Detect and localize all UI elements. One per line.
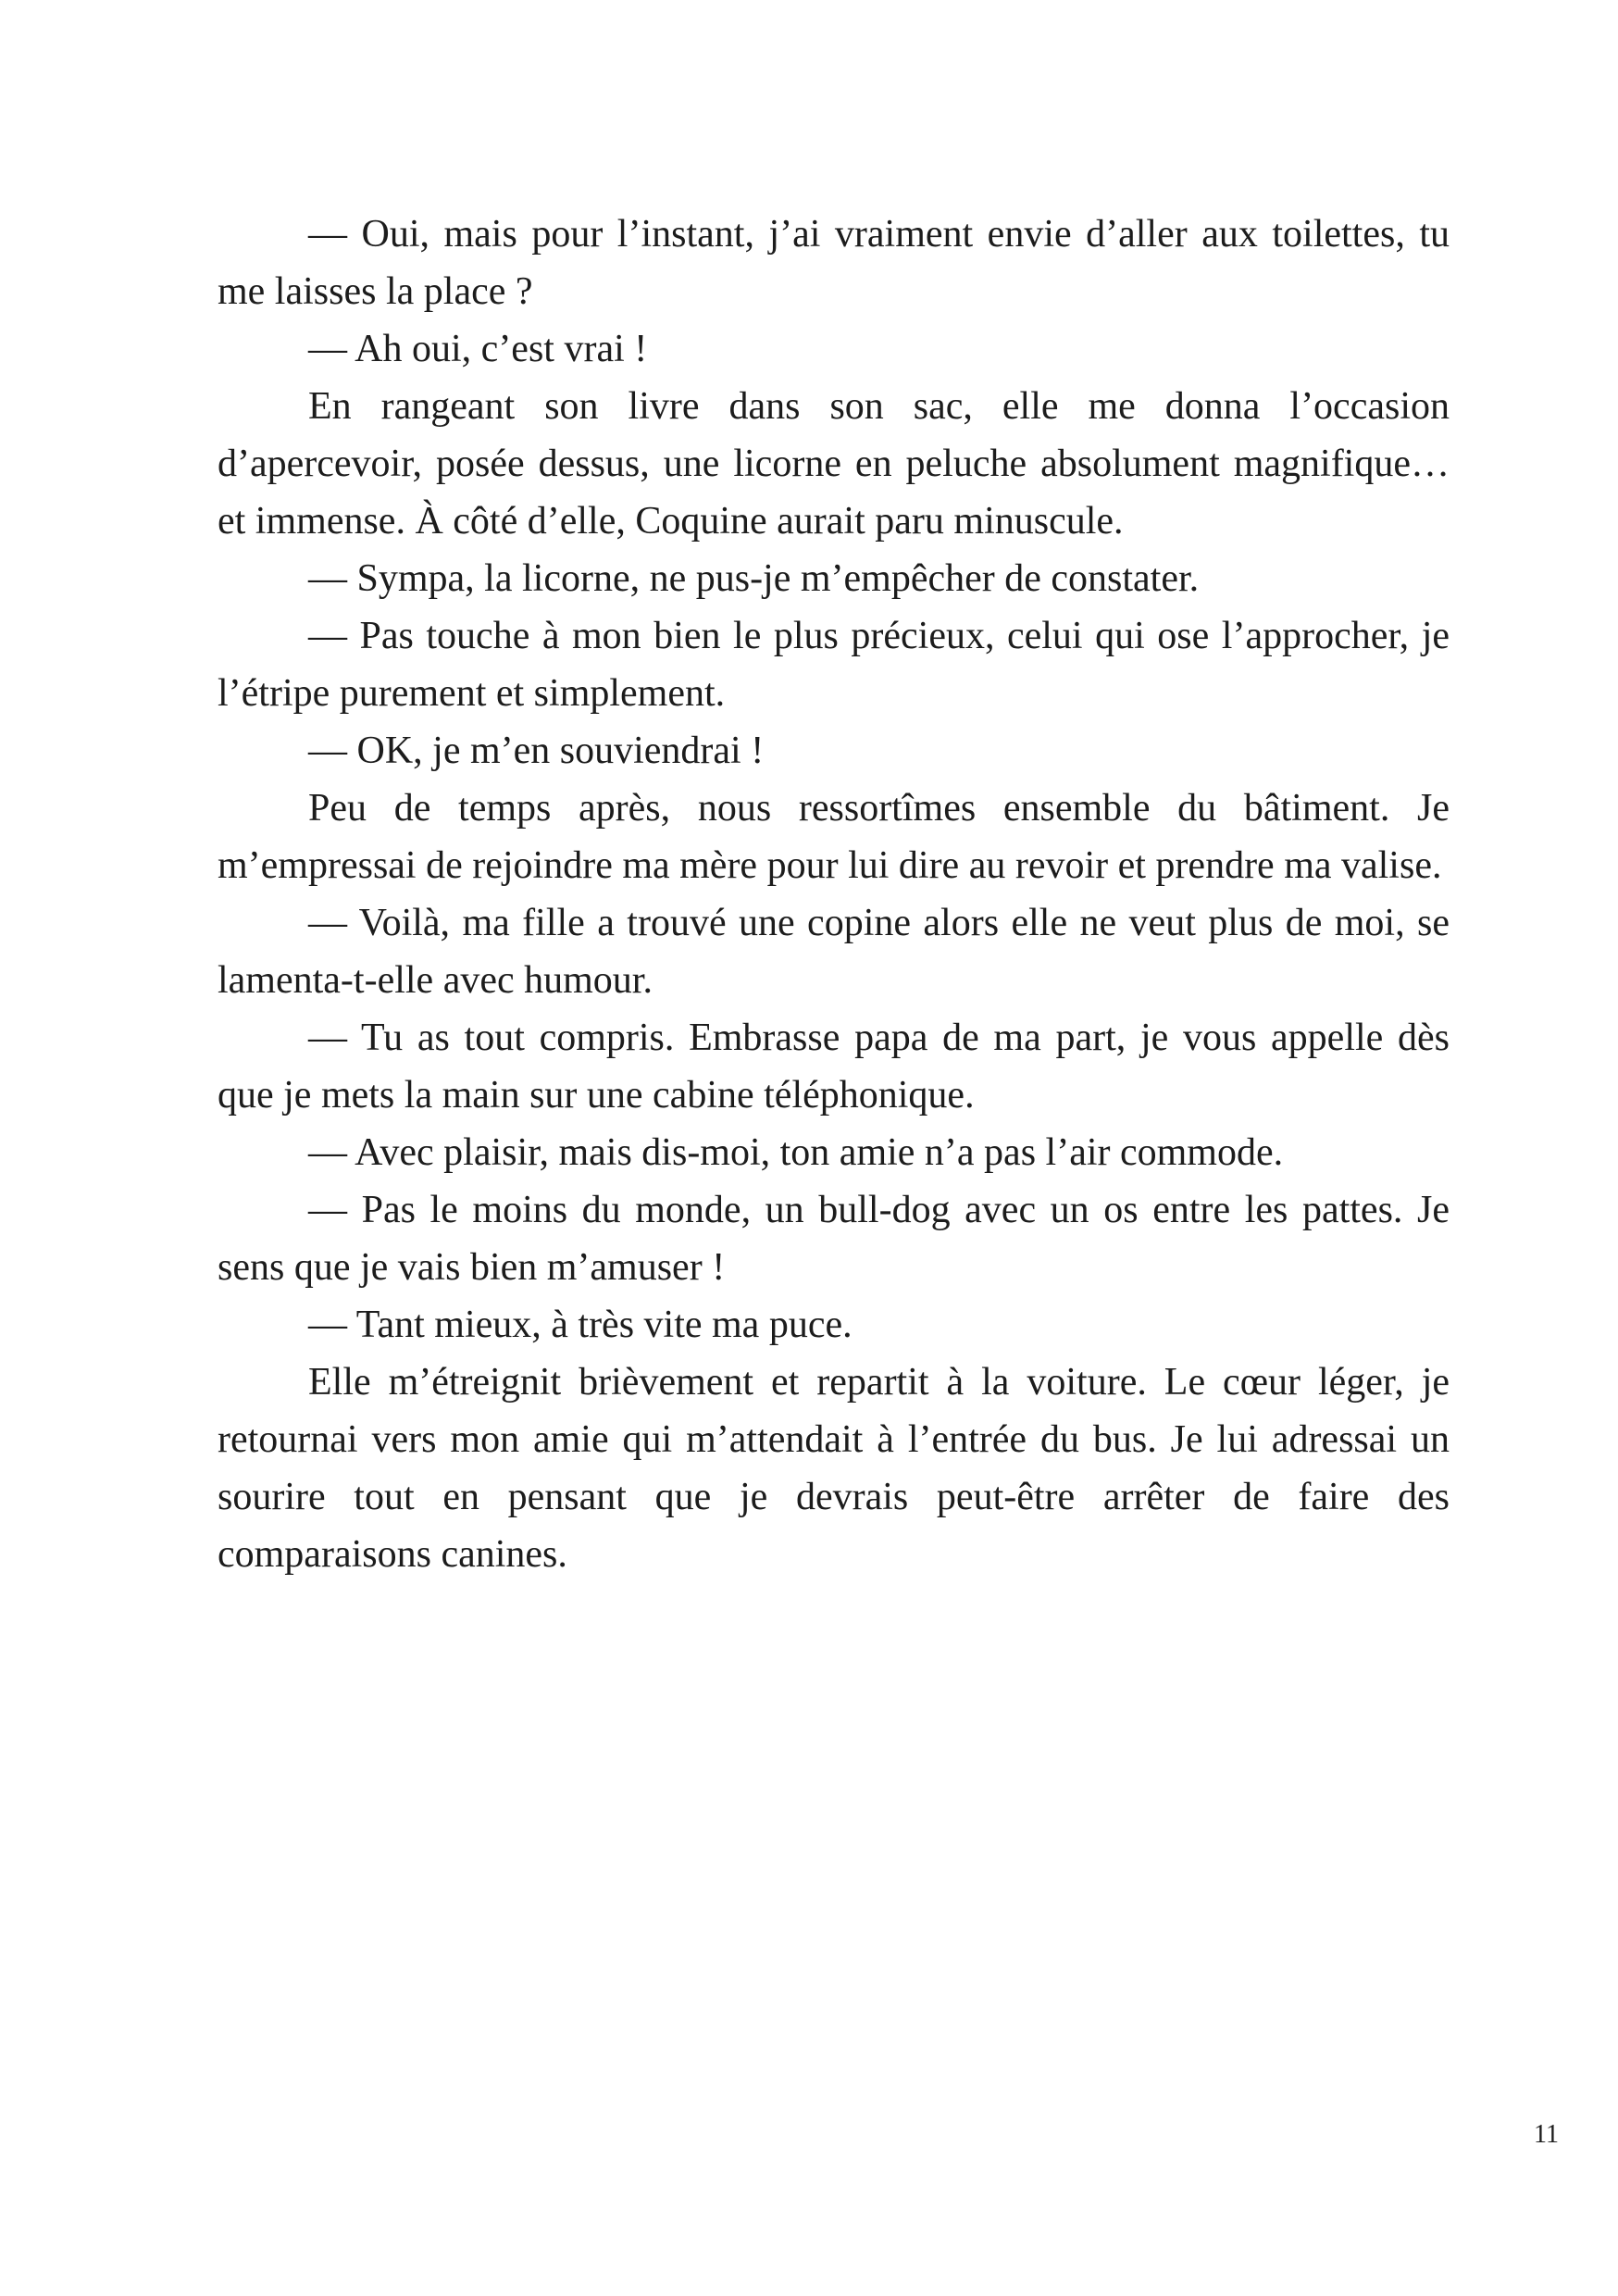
paragraph: — Tant mieux, à très vite ma puce. <box>308 1304 853 1346</box>
page-number: 11 <box>1534 2120 1559 2149</box>
paragraph: Elle m’étreignit brièvement et repartit à la voiture. Le cœur léger, je retournai vers mon amie qui m’attendait à l’entrée du bus. Je lui adressai un sourire tout en pensant que je devrais peut-être arrêter de faire des comparaisons canines. <box>218 1361 1450 1576</box>
paragraph: Peu de temps après, nous ressortîmes ensemble du bâtiment. Je m’empressai de rejoindre ma mère pour lui dire au revoir et prendre ma valise. <box>218 787 1450 887</box>
paragraph: — Ah oui, c’est vrai ! <box>308 328 648 370</box>
paragraph: En rangeant son livre dans son sac, elle me donna l’occasion d’apercevoir, posée dessus, une licorne en peluche absolument magnifique… et immense. À côté d’elle, Coquine aurait paru minuscule. <box>218 385 1450 543</box>
paragraph: — Pas le moins du monde, un bull-dog avec un os entre les pattes. Je sens que je vais bien m’amuser ! <box>218 1189 1450 1289</box>
paragraph: — Avec plaisir, mais dis-moi, ton amie n’a pas l’air commode. <box>308 1131 1284 1174</box>
paragraph: — Sympa, la licorne, ne pus-je m’empêcher de constater. <box>308 557 1200 600</box>
paragraph: — OK, je m’en souviendrai ! <box>308 730 765 772</box>
body-text <box>218 206 1450 1583</box>
paragraph: — Voilà, ma fille a trouvé une copine alors elle ne veut plus de moi, se lamenta-t-elle avec humour. <box>218 902 1450 1002</box>
paragraph: — Pas touche à mon bien le plus précieux, celui qui ose l’approcher, je l’étripe purement et simplement. <box>218 615 1450 715</box>
paragraph: — Tu as tout compris. Embrasse papa de ma part, je vous appelle dès que je mets la main sur une cabine téléphonique. <box>218 1017 1450 1117</box>
paragraph: — Oui, mais pour l’instant, j’ai vraiment envie d’aller aux toilettes, tu me laisses la place ? <box>218 213 1450 313</box>
